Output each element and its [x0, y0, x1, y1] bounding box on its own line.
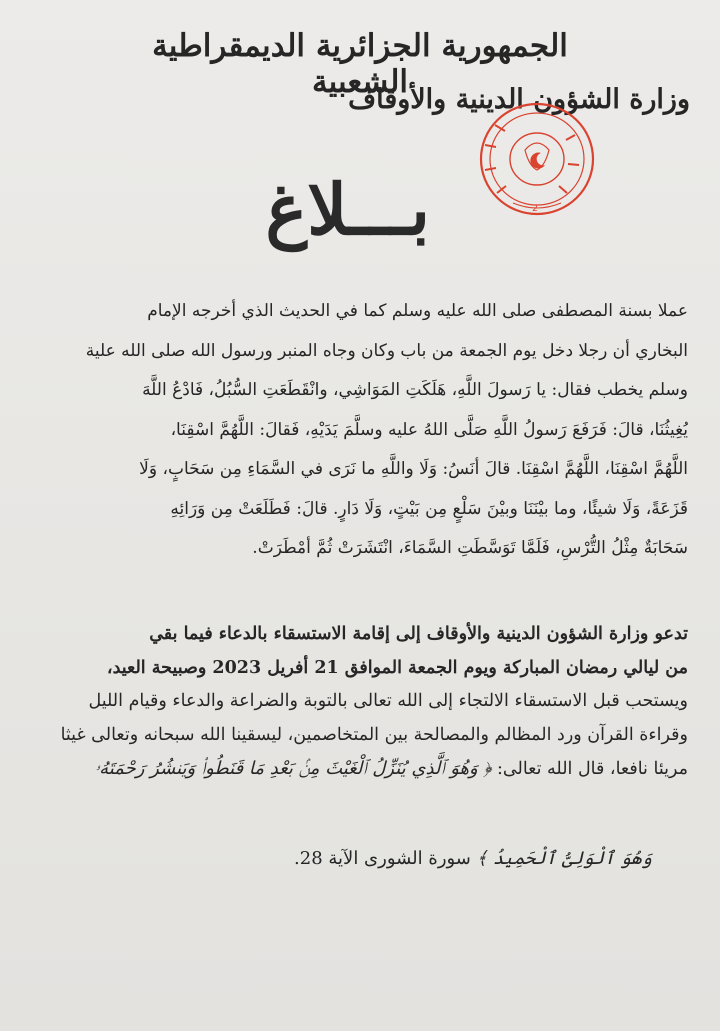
quran-verse-part2: وَهُوَ ٱلْوَلِىُّ ٱلْحَمِيدُ ﴾ [476, 848, 652, 869]
verse-line [38, 752, 688, 787]
hadith-line: البخاري أن رجلا دخل يوم الجمعة من باب وكان وجاه المنبر ورسول الله صلى الله علية [85, 340, 688, 361]
call-line-bold: تدعو وزارة الشؤون الدينية والأوقاف إلى إقامة الاستسقاء بالدعاء فيما بقي [149, 624, 688, 644]
ministry-seal-stamp [455, 95, 595, 220]
republic-header: الجمهورية الجزائرية الديمقراطية الشعبية [152, 28, 568, 100]
verse-reference: سورة الشورى الآية 28. [294, 848, 471, 869]
hadith-line: عملا بسنة المصطفى صلى الله عليه وسلم كما في الحديث الذي أخرجه الإمام [147, 301, 688, 321]
hadith-line: قَزَعَةً، وَلَا شيئًا، وما بيْنَنَا وبيْنَ سَلْعٍ مِن بَيْتٍ، وَلَا دَارٍ. قالَ: فَطَلَعَتْ مِن وَرَائِهِ [170, 498, 688, 519]
svg-text:2: 2 [532, 204, 538, 214]
hadith-line: وسلم يخطب فقال: يا رَسولَ اللَّهِ، هَلَكَتِ المَوَاشِي، وانْقَطَعَتِ السُّبُلُ، فَادْعُ اللَّهَ [142, 380, 688, 400]
hadith-line: سَحَابَةٌ مِثْلُ التُّرْسِ، فَلَمَّا تَوَسَّطَتِ السَّمَاءَ، انْتَشَرَتْ ثُمَّ أمْطَرَتْ. [252, 538, 688, 558]
quran-verse-part1: ﴿ وَهُوَ ٱلَّذِي يُنَزِّلُ ٱلْغَيْثَ مِنۢ بَعْدِ مَا قَنَطُوا۟ وَيَنشُرُ رَحْمَتَهُۥ [94, 758, 492, 779]
hadith-line: اللَّهُمَّ اسْقِنَا، اللَّهُمَّ اسْقِنَا. قالَ أنَسُ: وَلَا واللَّهِ ما نَرَى في السَّمَاءِ مِن سَحَابٍ، وَلَا [139, 459, 688, 479]
hadith-line: يُغِيثُنَا، قالَ: فَرَفَعَ رَسولُ اللَّهِ صَلَّى اللهُ عليه وسلَّمَ يَدَيْهِ، فَقالَ: اللَّهُمَّ اسْقِنَا، [170, 419, 688, 440]
call-line-bold: من ليالي رمضان المباركة ويوم الجمعة الموافق 21 أفريل 2023 وصبيحة العيد، [106, 657, 688, 678]
call-line: وقراءة القرآن ورد المظالم والمصالحة بين المتخاصمين، ليسقينا الله سبحانه وتعالى غيثا [60, 724, 688, 745]
verse-ending-line [294, 848, 652, 869]
document-title: بـــلاغ [265, 168, 430, 251]
ministry-header: وزارة الشؤون الدينية والأوقاف [348, 84, 690, 115]
hadith-paragraph [38, 292, 688, 569]
verse-intro: مريئا نافعا، قال الله تعالى: [497, 759, 688, 779]
call-paragraph [38, 618, 688, 787]
call-line: ويستحب قبل الاستسقاء الالتجاء إلى الله تعالى بالتوبة والضراعة والدعاء وقيام الليل [88, 691, 688, 711]
